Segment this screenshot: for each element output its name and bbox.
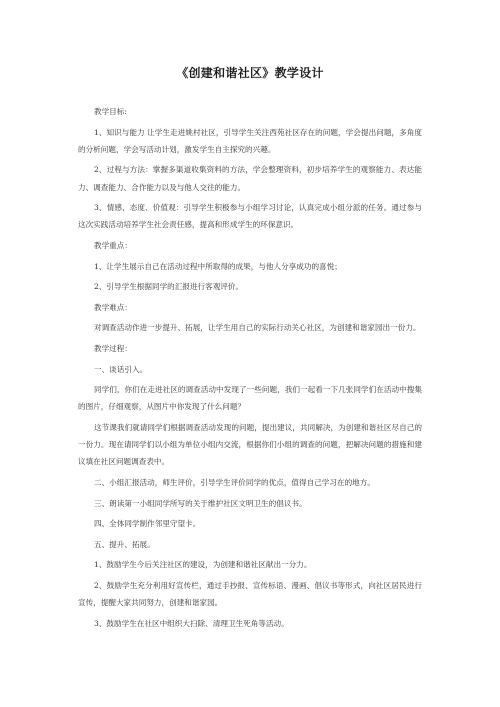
difficulty-text: 对调查活动作进一步提升、拓展，让学生用自己的实际行动关心社区，为创建和谐家园出一份力。 bbox=[94, 323, 421, 333]
step-5-item-1: 1、鼓励学生今后关注社区的建设，为创建和谐社区献出一分力。 bbox=[94, 560, 312, 570]
key-points-heading: 教学重点： bbox=[94, 240, 132, 250]
difficulty-heading: 教学难点： bbox=[94, 302, 132, 312]
teaching-goals-heading: 教学目标: bbox=[94, 107, 127, 116]
process-heading: 教学过程： bbox=[94, 343, 132, 353]
step-3: 三、朗读第一小组同学所写的关于维护社区文明卫生的倡议书。 bbox=[94, 498, 307, 508]
document-body bbox=[78, 103, 422, 632]
step-5-heading: 五、提升、拓展。 bbox=[94, 539, 155, 549]
step-1-heading: 一、谈话引入。 bbox=[94, 364, 148, 374]
goal-emotion-values: 3、情感、态度、价值观：引导学生积极参与小组学习讨论，认真完成小组分派的任务。通过参与这次实践活动培养学生社会责任感，提高和形成学生的环保意识。 bbox=[78, 203, 422, 230]
goal-process-method: 2、过程与方法：掌握多渠道收集资料的方法，学会整理资料，初步培养学生的观察能力、表达能力、调查能力、合作能力以及与他人交往的能力。 bbox=[78, 165, 422, 192]
step-5-item-2: 2、鼓励学生充分利用好宣传栏，通过手抄报、宣传标语、漫画、倡议书等形式，向社区居民进行宣传，提醒大家共同努力，创建和谐家园。 bbox=[78, 580, 422, 608]
step-2: 二、小组汇报活动，师生评价，引导学生评价同学的优点，值得自己学习在的地方。 bbox=[94, 477, 375, 487]
step-5-item-3: 3、鼓励学生在社区中组织大扫除、清理卫生死角等活动。 bbox=[94, 618, 289, 628]
key-point-2: 2、引导学生根据同学的汇报进行客观评价。 bbox=[94, 282, 244, 292]
step-1-text-a: 同学们，你们在走进社区的调查活动中发现了一些问题，我们一起看一下几张同学们在活动中搜集的图片，仔细观察，从图片中你发现了什么问题？ bbox=[78, 385, 422, 412]
step-4: 四、全体同学制作邻里守望卡。 bbox=[94, 519, 201, 529]
key-point-1: 1、让学生展示自己在活动过程中所取得的成果，与他人分享成功的喜悦； bbox=[94, 261, 342, 271]
goal-knowledge-ability: 1、知识与能力 让学生走进姚村社区，引导学生关注西苑社区存在的问题，学会提出问题，多角度的分析问题，学会写活动计划，激发学生自主探究的兴趣。 bbox=[78, 127, 422, 154]
step-1-text-b: 这节课我们就请同学们根据调查活动发现的问题，提出建议，共同解决，为创建和谐社区尽自己的一份力。现在请同学们以小组为单位小组内交流，根据你们小组的调查的问题，把解决问题的措施和建议填在社区问题调查表中。 bbox=[78, 422, 422, 467]
document-title: 《创建和谐社区》教学设计 bbox=[176, 66, 324, 80]
